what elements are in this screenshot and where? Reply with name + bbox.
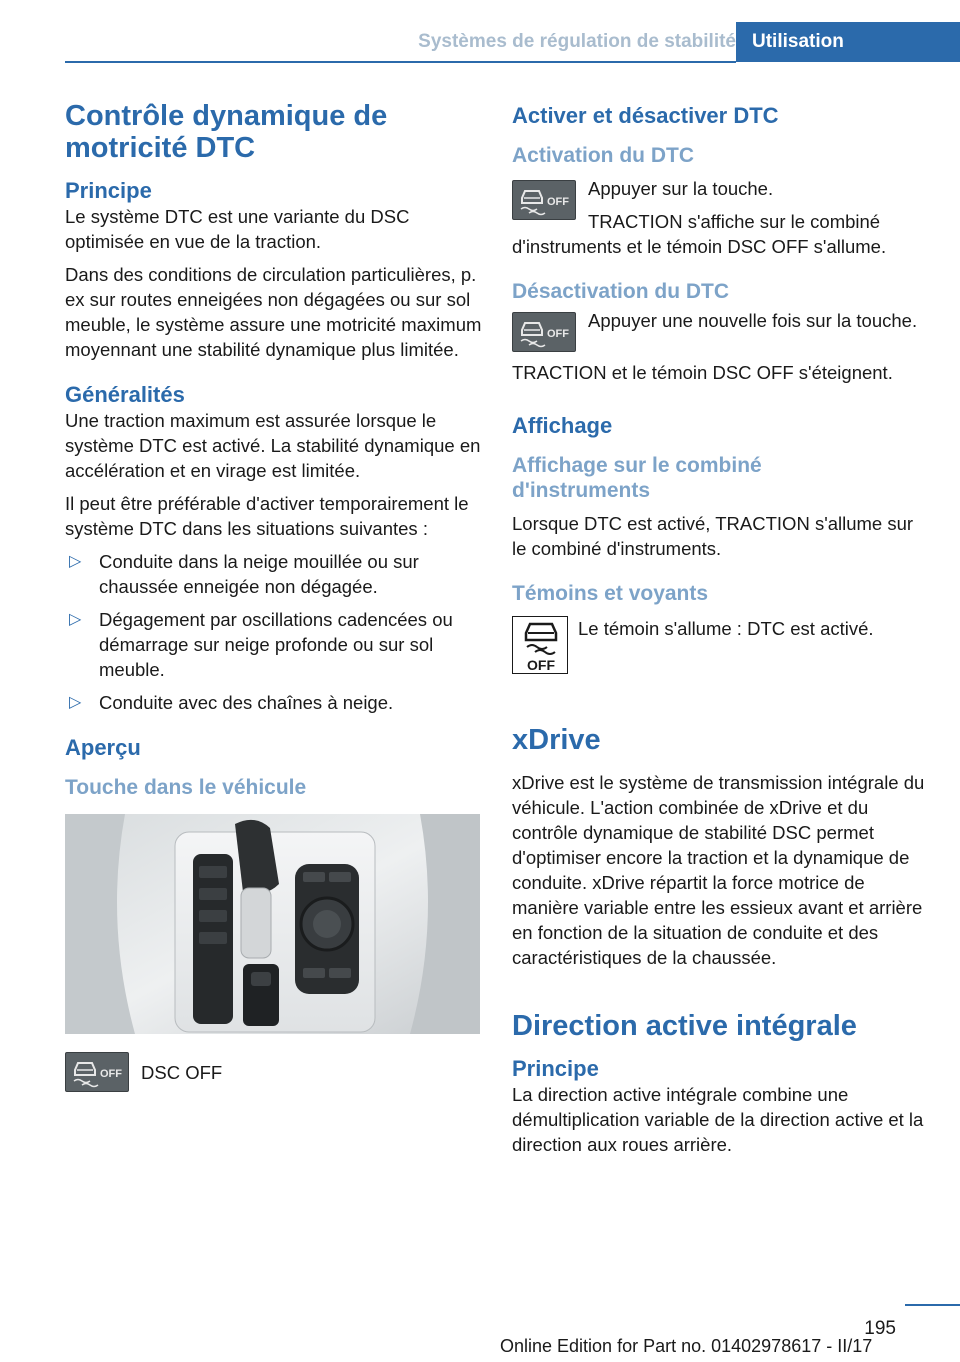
dsc-off-button-icon [512, 180, 576, 220]
section-title: Systèmes de régulation de stabilité [418, 31, 736, 52]
desactivation-row [512, 308, 932, 358]
left-column [65, 100, 483, 1102]
affichage-sub-heading: Affichage sur le combiné d'instruments [512, 454, 762, 502]
edition-note: Online Edition for Part no. 01402978617 - II/17 [500, 1336, 873, 1356]
xdrive-title: xDrive [512, 724, 601, 756]
center-console-photo [65, 814, 480, 1034]
list-item: ▷ Conduite avec des chaînes à neige. [69, 692, 394, 713]
header-rule [65, 61, 736, 63]
svg-text:OFF: OFF [527, 657, 555, 673]
generalites-paragraph-2: Il peut être préférable d'activer temporairement le système DTC dans les situations suivantes : [65, 493, 469, 539]
svg-text:OFF: OFF [100, 1068, 122, 1080]
triangle-bullet-icon: ▷ [69, 611, 82, 628]
page-number: 195 [864, 1318, 896, 1339]
triangle-bullet-icon: ▷ [69, 553, 82, 570]
direction-paragraph: La direction active intégrale combine une démultiplication variable de la direction active et la direction aux roues arrière. [512, 1084, 924, 1155]
affichage-heading: Affichage [512, 413, 613, 438]
temoins-paragraph: Le témoin s'allume : DTC est activé. [578, 618, 874, 639]
situations-list [65, 549, 483, 715]
desactivation-paragraph-1: Appuyer une nouvelle fois sur la touche. [588, 310, 918, 331]
activation-paragraph-1: Appuyer sur la touche. [588, 178, 774, 199]
affichage-paragraph: Lorsque DTC est activé, TRACTION s'allume sur le combiné d'instruments. [512, 513, 914, 559]
temoin-row [512, 616, 932, 678]
direction-principe-heading: Principe [512, 1056, 599, 1081]
principe-paragraph-2: Dans des conditions de circulation particulières, p. ex sur routes enneigées non dégagées ou sur sol meuble, le système assure une motricité maximum moyennant une stabilité dynamique plus limitée. [65, 264, 482, 360]
activation-row [512, 176, 932, 226]
page-footer [0, 1290, 960, 1356]
generalites-heading: Généralités [65, 382, 185, 407]
svg-text:OFF: OFF [547, 328, 569, 340]
direction-title: Direction active intégrale [512, 1010, 857, 1042]
dtc-warning-lamp-icon [512, 616, 568, 674]
triangle-bullet-icon: ▷ [69, 694, 82, 711]
list-item: ▷ Conduite dans la neige mouillée ou sur chaussée enneigée non dégagée. [69, 551, 419, 597]
principe-paragraph-1: Le système DTC est une variante du DSC optimisée en vue de la traction. [65, 206, 410, 252]
temoins-heading: Témoins et voyants [512, 582, 709, 605]
list-item: ▷ Dégagement par oscillations cadencées ou démarrage sur neige profonde ou sur sol meuble. [69, 609, 453, 680]
desactivation-paragraph-2: TRACTION et le témoin DSC OFF s'éteignent. [512, 362, 893, 383]
xdrive-paragraph: xDrive est le système de transmission intégrale du véhicule. L'action combinée de xDrive et du contrôle dynamique de stabilité DSC permet d'optimiser encore la traction et la dynamique de conduite. xDrive répartit la force motrice de manière variable entre les essieux avant et arrière en fonction de la situation de conduite et des caractéristiques de la chaussée. [512, 772, 925, 968]
chapter-tab: Utilisation [736, 22, 960, 62]
generalites-paragraph-1: Une traction maximum est assurée lorsque le système DTC est activé. La stabilité dynamique en accélération et en virage est limitée. [65, 410, 481, 481]
dtc-title: Contrôle dynamique de motricité DTC [65, 100, 388, 164]
activer-heading: Activer et désactiver DTC [512, 103, 779, 128]
activation-paragraph-2: TRACTION s'affiche sur le combiné d'instruments et le témoin DSC OFF s'allume. [512, 211, 887, 257]
footer-rule [905, 1304, 960, 1306]
principe-heading: Principe [65, 178, 152, 203]
right-column [512, 100, 932, 1157]
apercu-heading: Aperçu [65, 735, 141, 760]
touche-heading: Touche dans le véhicule [65, 776, 307, 799]
dsc-off-button-icon [65, 1052, 129, 1092]
activation-heading: Activation du DTC [512, 144, 694, 167]
svg-text:OFF: OFF [547, 196, 569, 208]
dsc-off-caption: DSC OFF [141, 1062, 223, 1083]
dsc-off-button-icon [512, 312, 576, 352]
dsc-off-caption-row [65, 1052, 483, 1102]
desactivation-heading: Désactivation du DTC [512, 280, 730, 303]
page-header [65, 22, 960, 62]
